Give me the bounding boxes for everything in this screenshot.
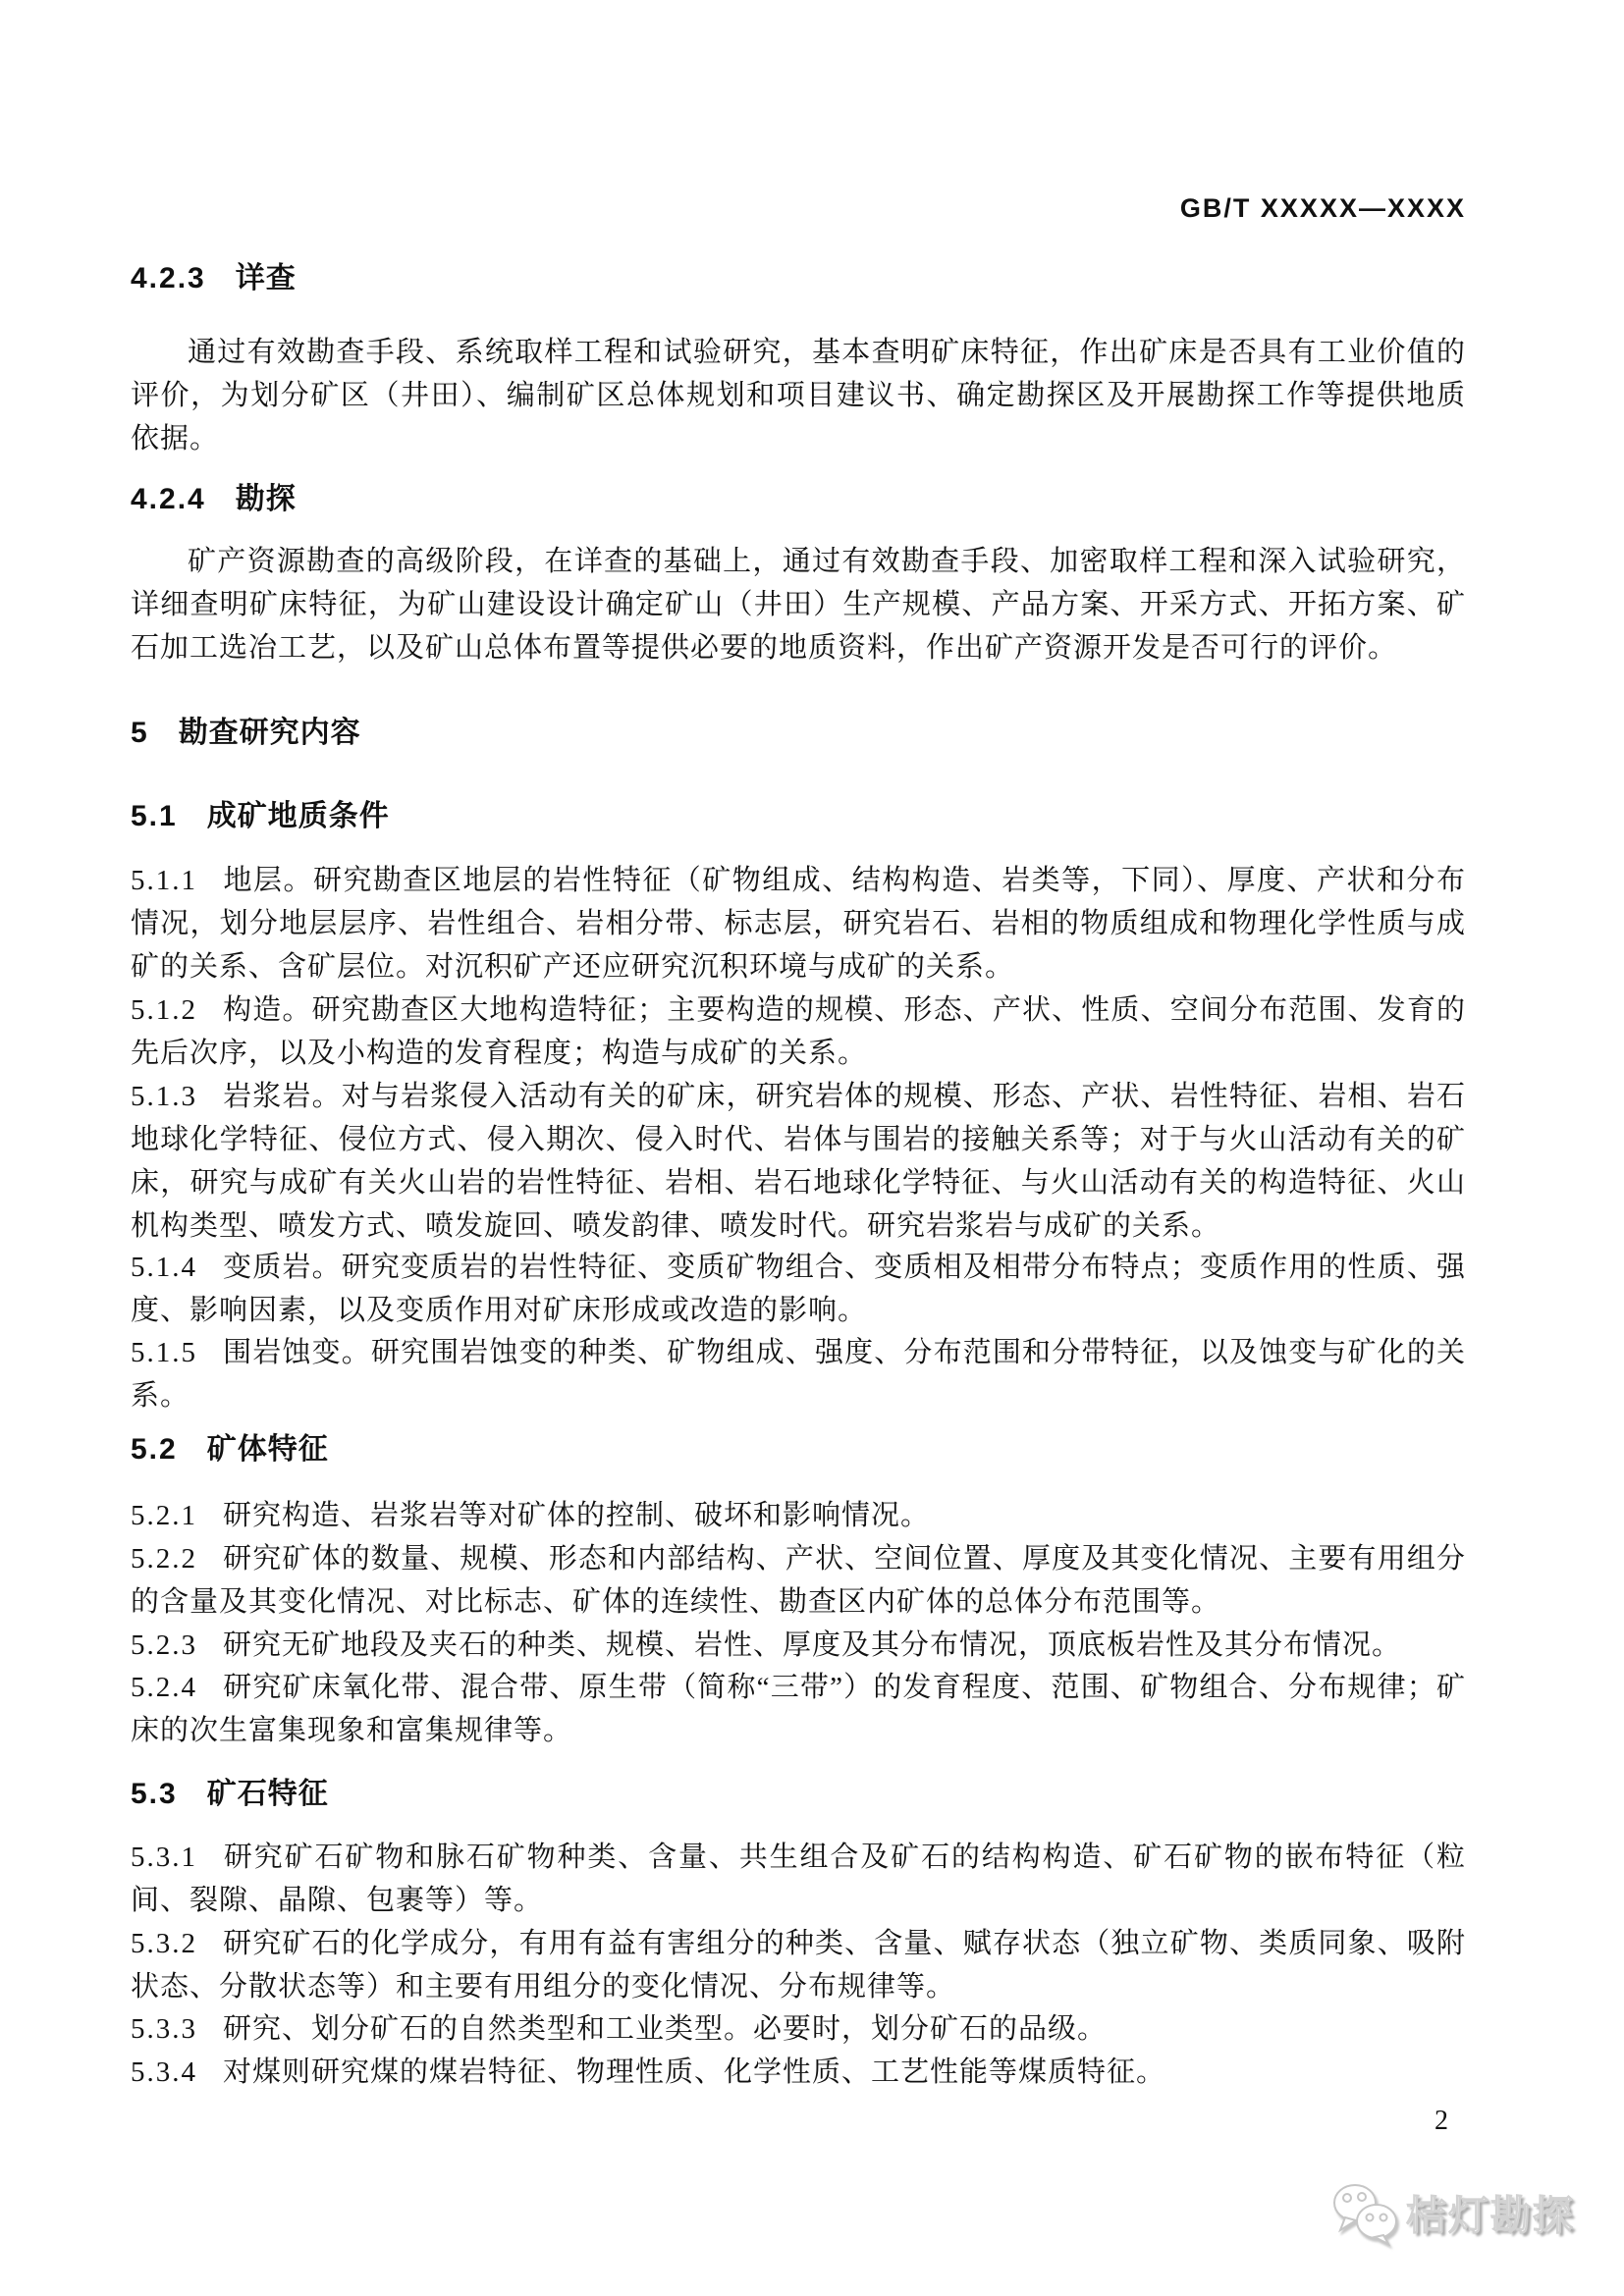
clause-text: 对煤则研究煤的煤岩特征、物理性质、化学性质、工艺性能等煤质特征。 xyxy=(223,2056,1166,2088)
clause-item-5-1-1 xyxy=(131,859,1466,988)
page-number: 2 xyxy=(1435,2106,1448,2136)
section-title: 矿体特征 xyxy=(206,1433,329,1466)
clause-item-5-1-2 xyxy=(131,988,1466,1075)
watermark xyxy=(1329,2181,1575,2251)
section-number: 5.3 xyxy=(131,1778,178,1810)
clause-number: 5.1.4 xyxy=(131,1252,197,1283)
paragraph-4-2-4: 矿产资源勘查的高级阶段，在详查的基础上，通过有效勘查手段、加密取样工程和深入试验研究，详细查明矿床特征，为矿山建设设计确定矿山（井田）生产规模、产品方案、开采方式、开拓方案、矿石加工选冶工艺，以及矿山总体布置等提供必要的地质资料，作出矿产资源开发是否可行的评价。 xyxy=(131,546,1466,664)
clause-title: 详查 xyxy=(235,262,297,294)
section-title: 矿石特征 xyxy=(206,1778,329,1810)
section-title: 成矿地质条件 xyxy=(206,800,390,832)
clause-heading-4-2-3 xyxy=(131,261,1466,296)
clause-heading-4-2-4 xyxy=(131,482,1466,517)
clause-number: 5.1.5 xyxy=(131,1337,197,1368)
section-number: 5.2 xyxy=(131,1433,178,1466)
clause-item-5-1-3 xyxy=(131,1075,1466,1248)
clause-number: 4.2.4 xyxy=(131,483,206,515)
clause-number: 5.3.4 xyxy=(131,2056,197,2088)
clause-item-5-1-5 xyxy=(131,1331,1466,1417)
clause-item-5-2-1 xyxy=(131,1494,1466,1537)
standard-code: GB/T XXXXX—XXXX xyxy=(1179,193,1466,223)
section-title: 勘查研究内容 xyxy=(178,717,361,749)
section-heading-5-1 xyxy=(131,799,1466,834)
clause-number: 5.1.2 xyxy=(131,994,197,1026)
clause-number: 5.3.3 xyxy=(131,2013,197,2045)
section-heading-5-2 xyxy=(131,1432,1466,1468)
clause-number: 4.2.3 xyxy=(131,262,206,294)
clause-item-5-2-4 xyxy=(131,1666,1466,1752)
clause-item-5-1-4 xyxy=(131,1246,1466,1332)
clause-item-5-3-1 xyxy=(131,1836,1466,1922)
clause-item-5-3-3 xyxy=(131,2007,1466,2051)
clause-number: 5.2.2 xyxy=(131,1543,197,1575)
section-heading-5-3 xyxy=(131,1777,1466,1812)
clause-number: 5.2.1 xyxy=(131,1500,197,1531)
clause-text: 岩浆岩。对与岩浆侵入活动有关的矿床，研究岩体的规模、形态、产状、岩性特征、岩相、岩石地球化学特征、侵位方式、侵入期次、侵入时代、岩体与围岩的接触关系等；对于与火山活动有关的矿床，研究与成矿有关火山岩的岩性特征、岩相、岩石地球化学特征、与火山活动有关的构造特征、火山机构类型、喷发方式、喷发旋回、喷发韵律、喷发时代。研究岩浆岩与成矿的关系。 xyxy=(131,1081,1466,1242)
clause-text: 研究矿石的化学成分，有用有益有害组分的种类、含量、赋存状态（独立矿物、类质同象、吸附状态、分散状态等）和主要有用组分的变化情况、分布规律等。 xyxy=(131,1928,1466,2002)
clause-item-5-3-4 xyxy=(131,2051,1466,2094)
clause-text: 研究矿体的数量、规模、形态和内部结构、产状、空间位置、厚度及其变化情况、主要有用组分的含量及其变化情况、对比标志、矿体的连续性、勘查区内矿体的总体分布范围等。 xyxy=(131,1543,1466,1618)
clause-number: 5.1.3 xyxy=(131,1081,197,1112)
section-heading-5 xyxy=(131,716,1466,751)
clause-text: 地层。研究勘查区地层的岩性特征（矿物组成、结构构造、岩类等，下同）、厚度、产状和分布情况，划分地层层序、岩性组合、岩相分带、标志层，研究岩石、岩相的物质组成和物理化学性质与成矿的关系、含矿层位。对沉积矿产还应研究沉积环境与成矿的关系。 xyxy=(131,865,1466,983)
clause-number: 5.2.3 xyxy=(131,1629,197,1661)
clause-text: 研究无矿地段及夹石的种类、规模、岩性、厚度及其分布情况，顶底板岩性及其分布情况。 xyxy=(223,1629,1402,1661)
section-number: 5 xyxy=(131,717,149,749)
clause-text: 构造。研究勘查区大地构造特征；主要构造的规模、形态、产状、性质、空间分布范围、发育的先后次序，以及小构造的发育程度；构造与成矿的关系。 xyxy=(131,994,1466,1069)
clause-text: 研究、划分矿石的自然类型和工业类型。必要时，划分矿石的品级。 xyxy=(223,2013,1108,2045)
section-number: 5.1 xyxy=(131,800,178,832)
clause-text: 研究矿床氧化带、混合带、原生带（简称“三带”）的发育程度、范围、矿物组合、分布规律；矿床的次生富集现象和富集规律等。 xyxy=(131,1672,1466,1746)
clause-number: 5.3.1 xyxy=(131,1842,197,1873)
clause-number: 5.2.4 xyxy=(131,1672,197,1703)
clause-text: 围岩蚀变。研究围岩蚀变的种类、矿物组成、强度、分布范围和分带特征，以及蚀变与矿化的关系。 xyxy=(131,1337,1466,1412)
watermark-text: 桔灯勘探 xyxy=(1406,2193,1575,2238)
clause-title: 勘探 xyxy=(235,483,297,515)
clause-text: 变质岩。研究变质岩的岩性特征、变质矿物组合、变质相及相带分布特点；变质作用的性质、强度、影响因素，以及变质作用对矿床形成或改造的影响。 xyxy=(131,1252,1466,1326)
paragraph-4-2-3: 通过有效勘查手段、系统取样工程和试验研究，基本查明矿床特征，作出矿床是否具有工业价值的评价，为划分矿区（井田）、编制矿区总体规划和项目建议书、确定勘探区及开展勘探工作等提供地质依据。 xyxy=(131,337,1466,454)
clause-number: 5.1.1 xyxy=(131,865,197,896)
clause-item-5-2-2 xyxy=(131,1537,1466,1624)
clause-text: 研究构造、岩浆岩等对矿体的控制、破坏和影响情况。 xyxy=(223,1500,931,1531)
wechat-icon xyxy=(1329,2181,1400,2251)
clause-item-5-2-3 xyxy=(131,1624,1466,1667)
clause-text: 研究矿石矿物和脉石矿物种类、含量、共生组合及矿石的结构构造、矿石矿物的嵌布特征（粒间、裂隙、晶隙、包裹等）等。 xyxy=(131,1842,1466,1916)
clause-number: 5.3.2 xyxy=(131,1928,197,1959)
clause-item-5-3-2 xyxy=(131,1922,1466,2008)
